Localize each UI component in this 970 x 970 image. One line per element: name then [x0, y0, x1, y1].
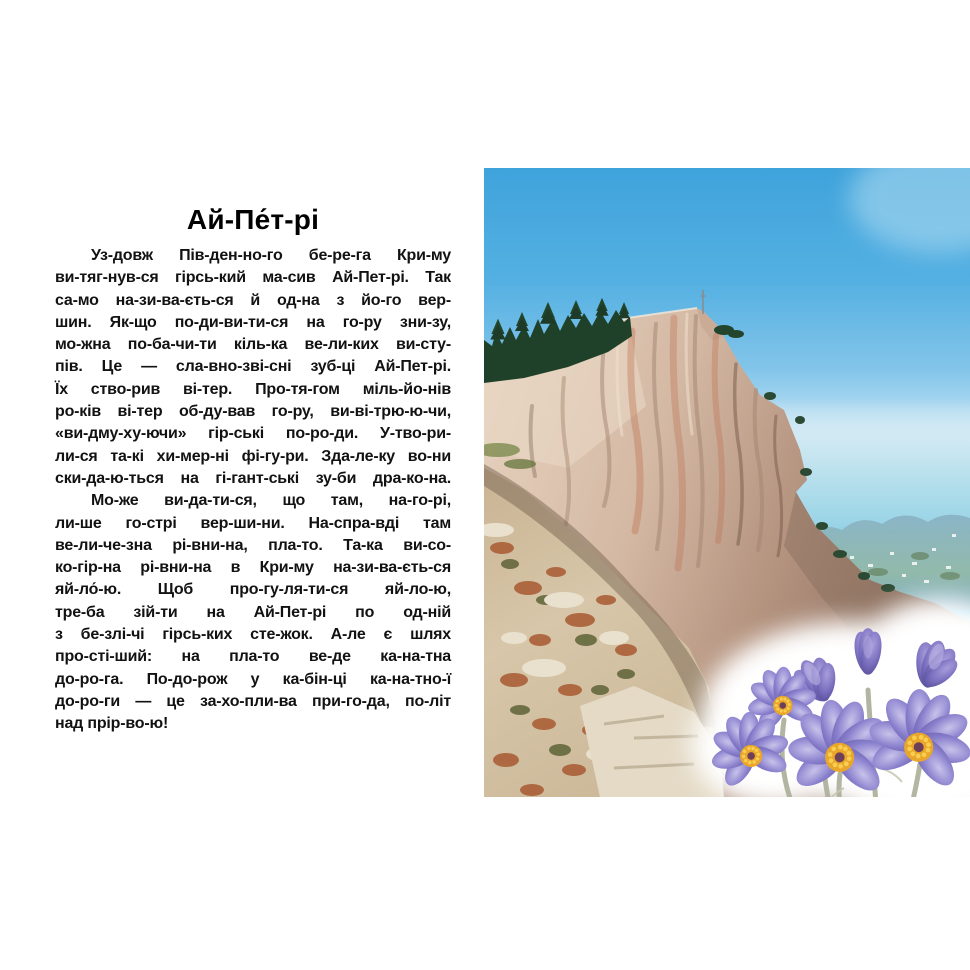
story-text-line: ски-да-ю-ться на гі-гант-ські зу-би дра-ко-на.: [55, 469, 451, 487]
story-text-line: ве-ли-че-зна рі-вни-на, пла-то. Та-ка ви-со-: [55, 536, 451, 554]
mountain-photo: [484, 168, 970, 797]
story-text-line: «ви-дму-ху-ючи» гір-ські по-ро-ди. У-тво-ри-: [55, 425, 451, 443]
story-text-line: мо-жна по-ба-чи-ти кіль-ка ве-ли-ких ви-сту-: [55, 336, 451, 354]
story-text-line: пів. Це — сла-вно-зві-сні зуб-ці Ай-Пет-рі.: [55, 358, 451, 376]
story-text-line: ли-ся та-кі хи-мер-ні фі-гу-ри. Зда-ле-ку во-ни: [55, 447, 451, 465]
story-text-line: до-ро-ги — це за-хо-пли-ва при-го-да, по-літ: [55, 692, 451, 710]
story-text-line: са-мо на-зи-ва-єть-ся й од-на з йо-го вер-: [55, 291, 451, 309]
story-text-column: [55, 203, 451, 736]
story-text-line: шин. Як-що по-ди-ви-ти-ся на го-ру зни-зу,: [55, 313, 451, 331]
story-text-line: над прір-во-ю!: [55, 715, 169, 733]
story-text-line: ро-ків ві-тер об-ду-вав го-ру, ви-ві-трю-ю-чи,: [55, 403, 451, 421]
story-text-line: Їх ство-рив ві-тер. Про-тя-гом міль-йо-нів: [55, 380, 451, 398]
story-text-line: до-ро-га. По-до-рож у ка-бін-ці ка-на-тно-ї: [55, 670, 451, 688]
story-text-line: тре-ба зій-ти на Ай-Пет-рі по од-ній: [55, 603, 451, 621]
story-text-line: з бе-злі-чі гірсь-ких сте-жок. А-ле є шлях: [55, 626, 451, 644]
story-text-line: Мо-же ви-да-ти-ся, що там, на-го-рі,: [91, 492, 451, 510]
story-text-line: про-сті-ший: на пла-то ве-де ка-на-тна: [55, 648, 451, 666]
story-text-line: ли-ше го-стрі вер-ши-ни. На-спра-вді там: [55, 514, 451, 532]
story-text-line: ко-гір-на рі-вни-на в Кри-му на-зи-ва-єть-ся: [55, 559, 451, 577]
story-text-line: ви-тяг-нув-ся гірсь-кий ма-сив Ай-Пет-рі. Так: [55, 269, 451, 287]
story-text-line: Уз-довж Пів-ден-но-го бе-ре-га Кри-му: [91, 247, 451, 264]
page-title: Ай-Пе́т-рі: [186, 204, 320, 235]
story-text-line: яй-ло́-ю. Щоб про-гу-ля-ти-ся яй-ло-ю,: [55, 581, 451, 599]
